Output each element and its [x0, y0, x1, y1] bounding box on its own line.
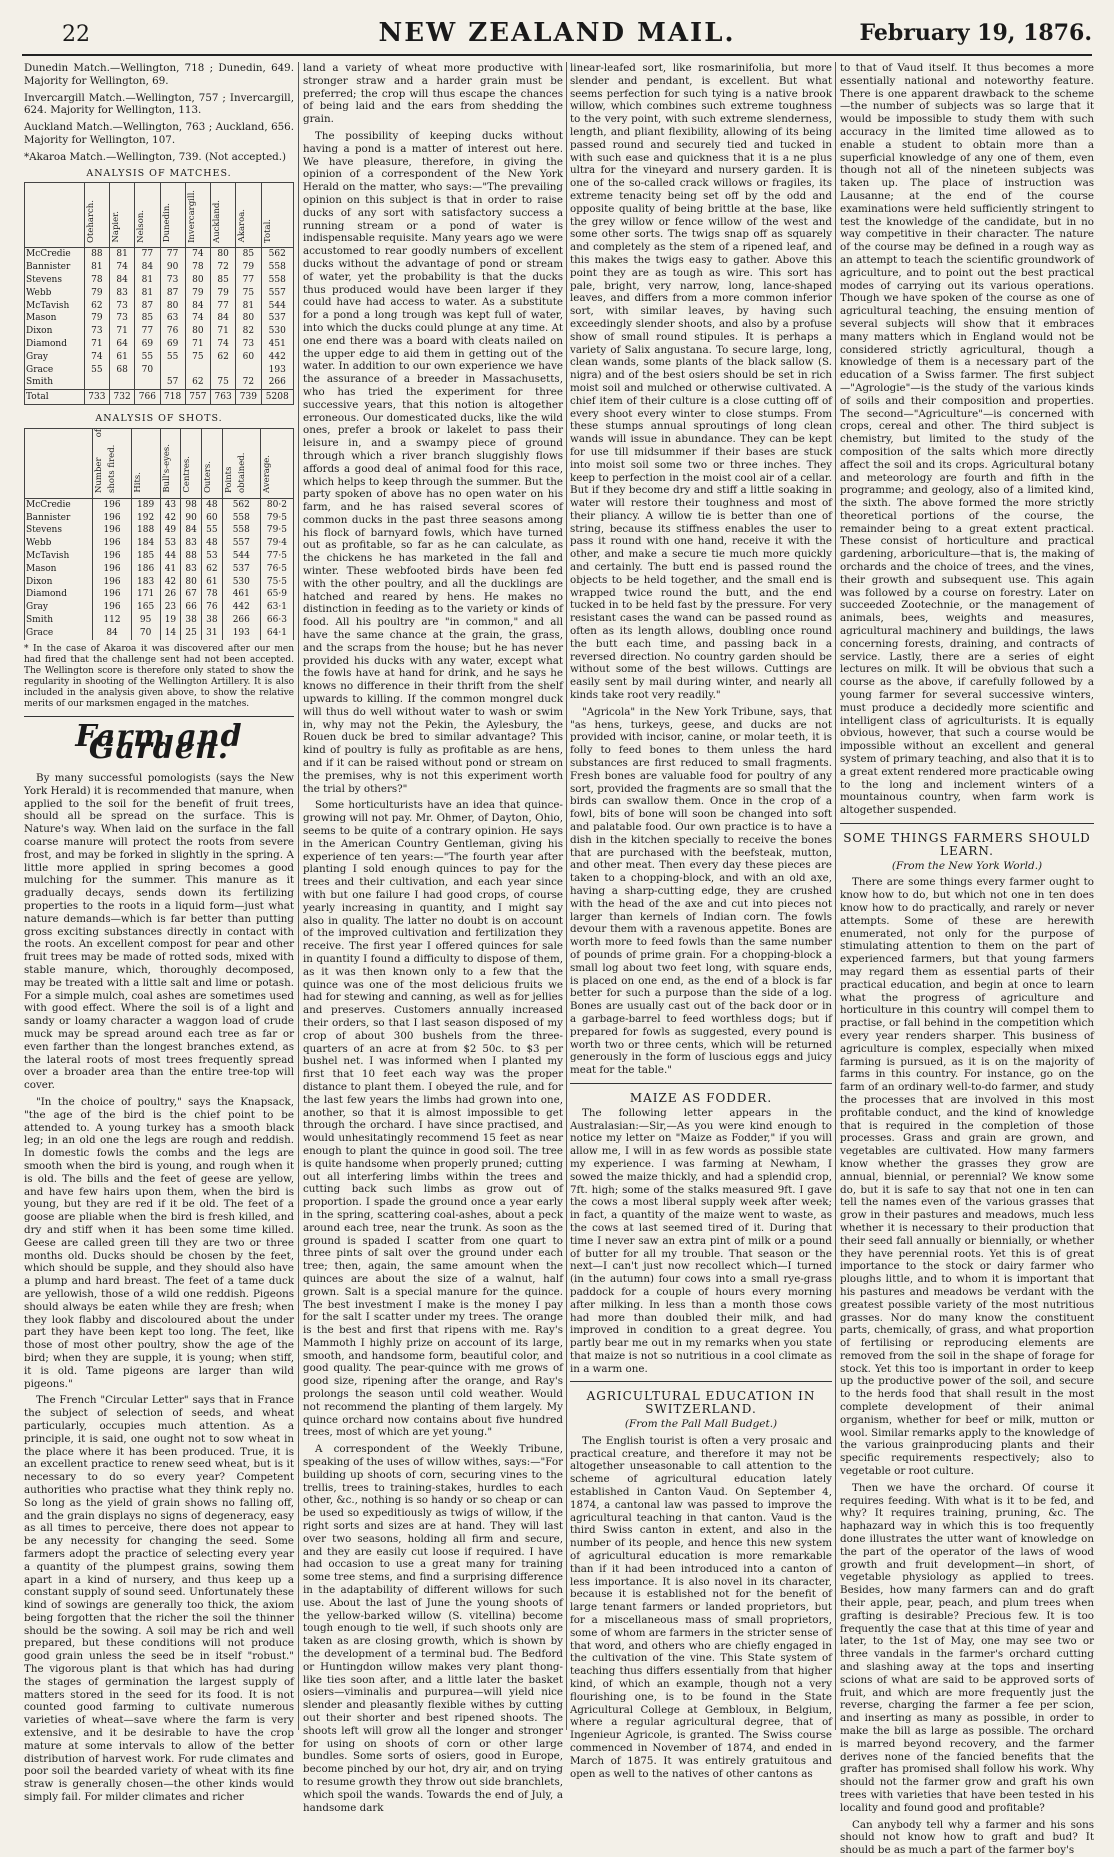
table-cell: 183: [131, 576, 160, 589]
table-cell: 53: [202, 550, 223, 563]
row-name: Gray: [25, 351, 85, 364]
table-row: [25, 512, 294, 525]
article-paragraph: land a variety of wheat more productive with stronger straw and a harder grain must be preferred; the crop will thus escape the chances of being laid and the ears from shedding the grain.: [303, 62, 563, 126]
column-header: Nelson.: [135, 183, 160, 248]
table-cell: 188: [131, 524, 160, 537]
table-cell: 451: [261, 338, 294, 351]
article-paragraph: "Agricola" in the New York Tribune, says, that "as hens, turkeys, geese, and ducks are not provided with incisor, canine, or molar teeth, it is folly to feed bones to them unless the hard substances are first reduced to small fragments. Fresh bones are valuable food for poultry of any sort, provided the fragments are so small that the birds can swallow them. Once in the crop of a fowl, bits of bone will soon be changed into soft and palatable food. Our own practice is to have a dish in the kitchen specially to receive the bones that are purchased with the beefsteak, mutton, and other meat. Then every day these pieces are taken to a chopping-block, and with an old axe, having a sharp-cutting edge, they are crushed with the head of the axe and cut into pieces not larger than kernels of Indian corn. The fowls devour them with a ravenous appetite. Bones are worth more to feed fowls than the same number of pounds of prime grain. For a chopping-block a small log about two feet long, with square ends, is placed on one end, as the end of a block is far better for such a purpose than the side of a log. Bones are usually cast out of the back door or in a garbage-barrel to feed worthless dogs; but if prepared for fowls as suggested, every pound is worth two or three cents, which will be returned generously in the form of luscious eggs and juicy meat for the table.": [570, 705, 832, 1077]
article-paragraph: Then we have the orchard. Of course it requires feeding. With what is it to be fed, and why? It requires training, pruning, &c. The haphazard way in which this is too frequently done illustrates the utter want of knowledge on the part of the operator of the laws of wood growth and fruit development—in short, of vegetable physiology as applied to trees. Besides, how many farmers can and do graft their apple, pear, peach, and plum trees when grafting is desirable? Precious few. It is too frequently the case that at this time of year and later, to the 1st of May, one may see two or three vandals in the farmer's orchard cutting and slashing away at the tops and inserting scions of what are said to be approved sorts of fruit, and which are more frequently just the reverse, charging the farmer a fee per scion, and inserting as many as possible, in order to make the bill as large as possible. The orchard is marred beyond recovery, and the farmer derives none of the fancied benefits that the grafter has promised shall follow his work. Why should not the farmer grow and graft his own trees with varieties that have been tested in his locality and found good and profitable?: [840, 1481, 1094, 1814]
table-cell: 461: [222, 588, 260, 601]
table-cell: 55: [84, 364, 109, 377]
row-name: Bannister: [25, 512, 93, 525]
match-result: *Akaroa Match.—Wellington, 739. (Not accepted.): [24, 150, 287, 163]
table-cell: 193: [261, 364, 294, 377]
table-cell: 84: [181, 524, 202, 537]
column-header: Total.: [261, 183, 294, 248]
shots-table: [24, 428, 294, 640]
table-cell: 530: [261, 325, 294, 338]
table-cell: 23: [160, 601, 181, 614]
column-header: Hits.: [131, 428, 160, 498]
row-name: Bannister: [25, 261, 85, 274]
row-name: Smith: [25, 376, 85, 389]
table-cell: 48: [202, 537, 223, 550]
row-name: McTavish: [25, 300, 85, 313]
table-row: [25, 614, 294, 627]
column-1: [24, 62, 294, 1804]
table-corner: [25, 428, 93, 498]
table-cell: 68: [110, 364, 135, 377]
table-cell: 184: [131, 537, 160, 550]
divider: [570, 1381, 832, 1382]
table-cell: 537: [261, 312, 294, 325]
table-cell: 74: [110, 261, 135, 274]
table-cell: 530: [222, 576, 260, 589]
article-paragraph: "In the choice of poultry," says the Knapsack, "the age of the bird is the chief point to be attended to. A young turkey has a smooth black leg; in an old one the legs are rough and reddish. In domestic fowls the combs and the legs are smooth when the bird is young, and rough when it is old. The bills and the feet of geese are yellow, and have few hairs upon them, when the bird is young, but they are red if it be old. The feet of a goose are pliable when the bird is fresh killed, and dry and stiff when it has been some time killed. Geese are called green till they are two or three months old. Ducks should be chosen by the feet, which should be supple, and they should also have a plump and hard breast. The feet of a tame duck are yellowish, those of a wild one reddish. Pigeons should always be eaten while they are fresh; when they look flabby and discoloured about the under part they have been kept too long. The feet, like those of most other poultry, show the age of the bird; when they are supple, it is young; when stiff, it is old. Tame pigeons are larger than wild pigeons.": [24, 1096, 294, 1390]
table-cell: 64: [110, 338, 135, 351]
table-cell: 84: [135, 261, 160, 274]
column-header: Napier.: [110, 183, 135, 248]
row-name: Smith: [25, 614, 93, 627]
table-cell: 766: [135, 390, 160, 405]
article-paragraph: The possibility of keeping ducks without having a pond is a matter of interest out here. We have pleasure, therefore, in giving the opinion of a correspondent of the New York Herald on the matter, who says:—"The prevailing opinion on this subject is that in order to raise ducks of any sort with satisfactory success a running stream or a pond of water is indispensable requisite. Many years ago we were accustomed to rear goodly numbers of excellent ducks without the advantage of pond or stream of water, yet the probability is that the ducks thus produced would have been larger if they could have had access to water. As a substitute for a pond a long trough was kept full of water, into which the ducks could plunge at any time. At one end there was a board with cleats nailed on the upper edge to aid them in getting out of the water. In addition to our own experience we have the assurance of a breeder in Massachusetts, who has tried the experiment for three successive years, that this notion is altogether erroneous. Our domesticated ducks, like the wild ones, prefer a brook or lakelet to pass their leisure in, and a swampy piece of ground through which a river branch sluggishly flows affords a good deal of animal food for this race, which helps to keep through the summer. But the party spoken of above has no open water on his farm, and he has raised several scores of common ducks in the past three seasons among his flock of barnyard fowls, which have turned out as profitable, so far as he can calculate, as the chickens he has marketed in the fall and winter. These webfooted birds have been fed with the other poultry, and all the ducklings are hatched and reared by hens. He makes no distinction in feeding as to the variety or kinds of food. All his poultry are "in common," and all have the same chance at the grain, the grass, and the scraps from the house; but he has never provided his ducks with any water, except what the fowls have at hand for drink, and he says he knows no difference in their thrift from the shelf upwards to killing. If the common mongrel duck will thus do well without water to wash or swim in, why may not the Pekin, the Aylesbury, the Rouen duck be bred to similar advantage? This kind of poultry is fully as profitable as are hens, and if it can be raised without pond or stream on the premises, why is not this experiment worth the trial by others?": [303, 129, 563, 795]
column-header: Bull's-eyes.: [160, 428, 181, 498]
row-name: Grace: [25, 627, 93, 640]
table-cell: 98: [181, 498, 202, 511]
table-cell: 60: [236, 351, 261, 364]
table-cell: 544: [222, 550, 260, 563]
match-result: Dunedin Match.—Wellington, 718 ; Dunedin, 649. Majority for Wellington, 69.: [24, 62, 294, 87]
table-cell: 70: [135, 364, 160, 377]
table-cell: 57: [160, 376, 185, 389]
column-header: Invercargill.: [185, 183, 210, 248]
table-row: [25, 248, 294, 261]
table-cell: 112: [93, 614, 131, 627]
table-cell: 55: [160, 351, 185, 364]
table-cell: 73: [84, 325, 109, 338]
row-name: Mason: [25, 312, 85, 325]
table-cell: 75·5: [260, 576, 293, 589]
section-heading-farm-and-garden: Farm and Garden.: [75, 718, 243, 767]
table-cell: 80: [185, 325, 210, 338]
page-number: 22: [62, 22, 90, 47]
table-cell: 442: [222, 601, 260, 614]
table-row: [25, 364, 294, 377]
column-header: Auckland.: [211, 183, 236, 248]
table-cell: 193: [222, 627, 260, 640]
row-name: Diamond: [25, 588, 93, 601]
table-cell: 544: [261, 300, 294, 313]
table-cell: 88: [181, 550, 202, 563]
paper-title: NEW ZEALAND MAIL.: [378, 18, 736, 48]
table-cell: 49: [160, 524, 181, 537]
column-header: Centres.: [181, 428, 202, 498]
table-cell: 81: [135, 287, 160, 300]
table-cell: 83: [181, 563, 202, 576]
table-cell: 557: [222, 537, 260, 550]
row-name: Stevens: [25, 524, 93, 537]
table-cell: 74: [211, 338, 236, 351]
table-cell: 67: [181, 588, 202, 601]
table-cell: 48: [202, 498, 223, 511]
table-cell: 88: [84, 248, 109, 261]
table-cell: 79: [236, 261, 261, 274]
table-cell: 196: [93, 550, 131, 563]
table-cell: 185: [131, 550, 160, 563]
table-cell: 85: [135, 312, 160, 325]
table-cell: 62: [185, 376, 210, 389]
column-rule: [566, 62, 567, 1730]
table-cell: 77: [135, 248, 160, 261]
table-cell: 42: [160, 512, 181, 525]
table-cell: 75: [185, 351, 210, 364]
table-cell: 63: [160, 312, 185, 325]
table-cell: 43: [160, 498, 181, 511]
match-result: Invercargill Match.—Wellington, 757 ; Invercargill, 624. Majority for Wellington, 113.: [24, 91, 294, 117]
table-cell: 87: [135, 300, 160, 313]
article-paragraph: Can anybody tell why a farmer and his sons should not know how to graft and bud? It should be as much a part of the farmer boy's: [840, 1818, 1094, 1857]
table-cell: 69: [160, 338, 185, 351]
table-cell: 42: [160, 576, 181, 589]
table-cell: 757: [185, 390, 210, 405]
table-row: [25, 274, 294, 287]
table-cell: 55: [202, 524, 223, 537]
table-cell: 196: [93, 512, 131, 525]
table-cell: [84, 376, 109, 389]
table-cell: 73: [236, 338, 261, 351]
table-row: [25, 537, 294, 550]
table-cell: 83: [181, 537, 202, 550]
match-result: Auckland Match.—Wellington, 763 ; Auckland, 656. Majority for Wellington, 107.: [24, 121, 294, 146]
article-paragraph: A correspondent of the Weekly Tribune, speaking of the uses of willow withes, says:—"For building up shoots of corn, securing vines to the trellis, trees to training-stakes, hurdles to each other, &c., nothing is so handy or so cheap or can be used so expeditiously as twigs of willow, if the right sorts and sizes are at hand. They will last over two seasons, holding all firm and secure, and they are easily cut loose if required. I have had occasion to use a great many for training some tree stems, and find a surprising difference in the adaptability of different willows for such use. About the last of June the young shoots of the yellow-barked willow (S. vitellina) become tough enough to tie well, if such shoots only are taken as are closing growth, which is shown by the development of a terminal bud. The Bedford or Huntingdon willow makes very plant thong-like ties soon after, and a little later the basket osiers—viminalis and purpurea—will yield nice slender and pleasantly flexible withes by cutting out their shorter and best ripened shoots. The shoots left will grow all the longer and stronger for using on shoots of corn or other large bundles. Some sorts of osiers, good in Europe, become pinched by our hot, dry air, and on trying to resume growth they throw out side branchlets, which spoil the wands. Towards the end of July, a handsome dark: [303, 1443, 563, 1814]
table-row: [25, 351, 294, 364]
table-cell: 71: [185, 338, 210, 351]
shots-table-caption: ANALYSIS OF SHOTS.: [95, 413, 223, 425]
table-cell: 72: [211, 261, 236, 274]
table-cell: 61: [110, 351, 135, 364]
column-3: [570, 62, 832, 1780]
article-source: (From the New York World.): [891, 859, 1043, 872]
table-cell: 558: [261, 274, 294, 287]
table-cell: 90: [181, 512, 202, 525]
table-cell: 62: [84, 300, 109, 313]
table-cell: 562: [222, 498, 260, 511]
row-name: Dixon: [25, 325, 85, 338]
row-name: Total: [25, 390, 85, 405]
table-cell: 26: [160, 588, 181, 601]
column-header: Number of shots fired.: [93, 428, 131, 498]
row-name: Webb: [25, 287, 85, 300]
table-cell: 558: [222, 524, 260, 537]
table-row: [25, 287, 294, 300]
column-rule: [835, 62, 836, 1730]
table-cell: 81: [84, 261, 109, 274]
table-cell: 87: [160, 287, 185, 300]
table-row: [25, 576, 294, 589]
table-cell: 63·1: [260, 601, 293, 614]
table-cell: 72: [236, 376, 261, 389]
table-cell: 81: [236, 300, 261, 313]
article-paragraph: to that of Vaud itself. It thus becomes a more essentially national and noteworthy feature. There is one apparent drawback to the scheme—the number of subjects was so large that it would be impossible to study them with such accuracy in the limited time allowed as to enable a student to obtain more than a superficial knowledge of any one of them, even though not all of the nineteen subjects was taken up. The place of instruction was Lausanne; at the end of the course examinations were held sufficiently stringent to test the knowledge of the candidate, but in no way competitive in their character. The nature of the course may be defined in a rough way as an attempt to teach the scientific groundwork of agriculture, and to point out the best practical modes of carrying out its various operations. Though we have spoken of the course as one of agricultural teaching, the ensuing mention of several subjects will show that it embraces many matters which in England would not be considered strictly agricultural, though a knowledge of them is a necessary part of the education of a Swiss farmer. The first subject—"Agrologie"—is the study of the various kinds of soils and their composition and properties. The second—"Agriculture"—is concerned with crops, cereal and other. The third subject is chemistry, but limited to the study of the composition of the salts which more directly affect the soil and its crops. Agricultural botany and meteorology are fourth and fifth in the programme; and geology, also of a limited kind, the sixth. The above formed the more strictly theoretical portions of the course, the remainder being to a great extent practical. These consist of horticulture and practical gardening, arboriculture—that is, the making of orchards and the choice of trees, and the vines, their growth and subsequent use. This again was followed by a course on forestry. Later on succeeded Zootechnie, or the management of animals, bees, weights and measures, agricultural machinery and buildings, the laws concerning forests, draining, and contracts of service. Lastly, there are a series of eight lectures on milk. It will be obvious that such a course as the above, if carefully followed by a young farmer for several successive winters, must produce a decidedly more scientific and intelligent class of agriculturists. It is equally obvious, however, that such a course would be impossible without an excellent and general system of primary teaching, and also that it is to a great extent rendered more practicable owing to the long and inclement winters of a mountainous country, when farm work is altogether suspended.: [840, 62, 1094, 817]
row-name: McCredie: [25, 248, 85, 261]
table-cell: 80: [160, 300, 185, 313]
table-cell: 73: [110, 300, 135, 313]
row-name: Grace: [25, 364, 85, 377]
table-row: [25, 312, 294, 325]
table-row: [25, 498, 294, 511]
table-cell: 66: [181, 601, 202, 614]
table-cell: 196: [93, 563, 131, 576]
table-cell: 562: [261, 248, 294, 261]
row-name: Webb: [25, 537, 93, 550]
article-title-maize: MAIZE AS FODDER.: [629, 1090, 773, 1105]
table-row: [25, 338, 294, 351]
table-cell: 85: [236, 248, 261, 261]
column-header: Akaroa.: [236, 183, 261, 248]
article-paragraph: linear-leafed sort, like rosmarinifolia, but more slender and pendant, is excellent. But what seems perfection for such tying is a native brook willow, which combines such extreme toughness to the very point, with such extreme slenderness, length, and pliant flexibility, allowing of its being passed round and securely tied and tucked in with such ease and quickness that it is a ne plus ultra for the vineyard and nursery garden. It is one of the so-called crack willows or fragiles, its extreme tenacity being set off by the odd and opposite quality of being brittle at the base, like the grey willow or fence willow of the west and some other sorts. The twigs snap off as squarely and completely as the stem of a ripened leaf, and this makes the twigs easy to gather. Above this point they are as tough as wire. This sort has pale, bright, very narrow, long, lance-shaped leaves, and differs from a more common inferior sort, with similar leaves, by having such exceedingly slender shoots, and also by a profuse show of small round stipules. It is perhaps a variety of Salix angustana. To secure large, long, clean wands, some plants of the black sallow (S. nigra) and of the best osiers should be set in rich moist soil and mulched or otherwise cultivated. A chief item of their culture is a close cutting off of every shoot every winter to close stumps. From these stumps annual sproutings of long clean wands will issue in abundance. They can be kept for use till midsummer if their bases are stuck into moist soil some two or three inches. They keep to perfection in the moist cool air of a cellar. But if they become dry and stiff a little soaking in water will restore their toughness and most of their pliancy. A willow tie is better than one of string, because its stiffness enables the user to pass it round with one hand, receive it with the other, and make a secure tie much more quickly and certainly. The butt end is passed round the objects to be held together, and the small end is wrapped twice round the butt, and the end tucked in to be held fast by the pressure. For very resistant cases the wand can be passed round as often as its length allows, doubling once round the butt each time, and passing back in a reversed direction. No country garden should be without some of the best willows. Cuttings are easily sent by mail during winter, and nearly all kinds take root very readily.": [570, 62, 832, 702]
table-cell: 73: [160, 274, 185, 287]
table-cell: 196: [93, 537, 131, 550]
table-cell: 77·5: [260, 550, 293, 563]
row-name: Mason: [25, 563, 93, 576]
table-row: [25, 376, 294, 389]
row-name: Dixon: [25, 576, 93, 589]
table-cell: 73: [110, 312, 135, 325]
column-4: [840, 62, 1095, 1857]
table-cell: 95: [131, 614, 160, 627]
table-cell: 78: [202, 588, 223, 601]
table-cell: 38: [181, 614, 202, 627]
table-cell: 75: [211, 376, 236, 389]
table-cell: 557: [261, 287, 294, 300]
divider: [570, 1083, 832, 1084]
table-cell: 79: [84, 312, 109, 325]
table-cell: 78: [84, 274, 109, 287]
row-name: McCredie: [25, 498, 93, 511]
table-cell: 70: [131, 627, 160, 640]
table-cell: [110, 376, 135, 389]
row-name: McTavish: [25, 550, 93, 563]
table-cell: 78: [185, 261, 210, 274]
table-cell: 186: [131, 563, 160, 576]
table-cell: 77: [236, 274, 261, 287]
table-cell: 196: [93, 576, 131, 589]
matches-table-caption: ANALYSIS OF MATCHES.: [86, 167, 232, 179]
table-cell: 196: [93, 524, 131, 537]
column-2: [303, 62, 563, 1814]
table-cell: 763: [211, 390, 236, 405]
table-cell: 196: [93, 498, 131, 511]
article-paragraph: By many successful pomologists (says the New York Herald) it is recommended that manure, when applied to the soil for the benefit of fruit trees, should all be spread on the surface. This is Nature's way. When laid on the surface in the fall coarse manure will protect the roots from severe frost, and may be forked in slightly in the spring. A little more applied in spring becomes a good mulching for the summer. This manure as it gradually decays, sends down its fertilizing properties to the roots in a liquid form—just what nature demands—which is far better than putting gross exciting substances directly in contact with the roots. An excellent compost for pear and other fruit trees may be made of rotted sods, mixed with stable manure, which, thoroughly decomposed, may be treated with a little salt and lime or potash. For a simple mulch, coal ashes are sometimes used with good effect. Where the soil is of a light and sandy or loamy character a waggon load of crude muck may be spread around each tree as far or even farther than the longest branches extend, as the lateral roots of most trees frequently spread over a broader area than the entire tree-top will cover.: [24, 772, 294, 1092]
table-cell: 71: [211, 325, 236, 338]
table-row: [25, 300, 294, 313]
table-cell: 66·3: [260, 614, 293, 627]
table-row: [25, 588, 294, 601]
table-cell: 71: [84, 338, 109, 351]
column-header: Oteharch.: [84, 183, 109, 248]
table-cell: 189: [131, 498, 160, 511]
table-row: [25, 550, 294, 563]
table-cell: 537: [222, 563, 260, 576]
table-row: [25, 325, 294, 338]
article-title-things: SOME THINGS FARMERS SHOULD LEARN.: [843, 831, 1091, 858]
table-cell: 74: [185, 312, 210, 325]
table-row: [25, 627, 294, 640]
table-cell: 84: [185, 300, 210, 313]
article-source: (From the Pall Mall Budget.): [624, 1418, 778, 1431]
matches-table: [24, 182, 294, 405]
table-cell: 84: [93, 627, 131, 640]
table-cell: 80: [185, 274, 210, 287]
table-cell: 79: [84, 287, 109, 300]
table-cell: 64·1: [260, 627, 293, 640]
table-cell: 53: [160, 537, 181, 550]
masthead: [22, 14, 1092, 56]
table-cell: 76: [160, 325, 185, 338]
table-cell: 81: [135, 274, 160, 287]
table-cell: 25: [181, 627, 202, 640]
table-cell: 266: [261, 376, 294, 389]
table-cell: 79·4: [260, 537, 293, 550]
table-cell: 81: [110, 248, 135, 261]
divider: [24, 716, 294, 717]
column-header: Points obtained.: [222, 428, 260, 498]
table-cell: 79: [185, 287, 210, 300]
table-cell: 5208: [261, 390, 294, 405]
table-cell: 19: [160, 614, 181, 627]
table-cell: [236, 364, 261, 377]
row-name: Gray: [25, 601, 93, 614]
column-header: Outers.: [202, 428, 223, 498]
article-paragraph: Some horticulturists have an idea that quince-growing will not pay. Mr. Ohmer, of Dayton, Ohio, seems to be quite of a contrary opinion. He says in the American Country Gentleman, giving his experience of ten years:—"The fourth year after planting I sold enough quinces to pay for the trees and their cultivation, and each year since with but one failure I had good crops, of course yearly increasing in quantity, and I might say also in quality. The latter no doubt is on account of the improved cultivation and fertilization they receive. The first year I offered quinces for sale in quantity I found a difficulty to dispose of them, as it was then known only to a few that the quince was one of the most delicious fruits we had for stewing and canning, as well as for jellies and preserves. Customers annually increased their orders, so that I last season disposed of my crop of about 300 bushels from the three-quarters of an acre at from $2 50c. to $3 per bushel net. I was informed when I planted my first that 10 feet each way was the proper distance to plant them. I obeyed the rule, and for the last few years the limbs had grown into one, another, so that it is almost impossible to get through the orchard. I have since practised, and would unhesitatingly recommend 15 feet as near enough to plant the quince in good soil. The tree is quite handsome when properly pruned; cutting out all interfering limbs within the trees and cutting back such limbs as grow out of proportion. I spade the ground once a year early in the spring, scattering coal-ashes, about a peck around each tree, near the trunk. As soon as the ground is spaded I scatter from one quart to three pints of salt over the ground under each tree; then, again, the same amount when the quinces are about the size of a walnut, half grown. Salt is a special manure for the quince. The best investment I make is the money I pay for the salt I scatter under my trees. The orange is the best and first that ripens with me. Ray's Mammoth I highly prize on account of its large, smooth, and handsome form, beautiful color, and good quality. The pear-quince with me grows of good size, ripening after the orange, and Ray's prolongs the season until cold weather. Would not recommend the planting of them largely. My quince orchard now contains about five hundred trees, most of which are yet young.": [303, 799, 563, 1439]
table-cell: 77: [160, 248, 185, 261]
table-cell: 192: [131, 512, 160, 525]
table-cell: 44: [160, 550, 181, 563]
table-cell: [211, 364, 236, 377]
table-cell: 62: [211, 351, 236, 364]
table-row: [25, 524, 294, 537]
table-cell: 65·9: [260, 588, 293, 601]
row-name: Diamond: [25, 338, 85, 351]
column-rule: [298, 62, 299, 1730]
table-cell: 80: [236, 312, 261, 325]
table-cell: 90: [160, 261, 185, 274]
table-cell: 41: [160, 563, 181, 576]
table-cell: 732: [110, 390, 135, 405]
table-cell: 442: [261, 351, 294, 364]
table-cell: 165: [131, 601, 160, 614]
table-cell: 171: [131, 588, 160, 601]
divider: [840, 823, 1094, 824]
row-name: Stevens: [25, 274, 85, 287]
article-paragraph: The following letter appears in the Australasian:—Sir,—As you were kind enough to notice my letter on "Maize as Fodder," if you will allow me, I will in as few words as possible state my experience. I was farming at Newham, I sowed the maize thickly, and had a splendid crop, 7ft. high; some of the stalks measured 9ft. I gave the cows a most liberal supply week after week; in fact, a quantity of the maize went to waste, as the cows at last seemed tired of it. During that time I never saw an extra pint of milk or a pound of butter for all my trouble. That season or the next—I can't just now recollect which—I turned (in the autumn) four cows into a small rye-grass paddock for a couple of hours every morning after milking. In less than a month those cows had more than doubled their milk, and had improved in condition to a great degree. You partly bear me out in my remarks when you state that maize is not so nutritious in a cool climate as in a warm one.: [570, 1106, 832, 1375]
table-cell: 84: [110, 274, 135, 287]
table-cell: 196: [93, 601, 131, 614]
table-cell: 739: [236, 390, 261, 405]
table-cell: 266: [222, 614, 260, 627]
table-cell: 74: [185, 248, 210, 261]
table-cell: 62: [202, 563, 223, 576]
column-header: Average.: [260, 428, 293, 498]
article-paragraph: There are some things every farmer ought to know how to do, but which not one in ten does know how to do practically, and rarely or never attempts. Some of these are herewith enumerated, not only for the purpose of stimulating attention to them on the part of experienced farmers, but that young farmers may regard them as essential parts of their practical education, and begin at once to learn what the progress of agriculture and horticulture in this country will compel them to practise, or fall behind in the competition which every year renders sharper. This business of agriculture is complex, especially when mixed farming is pursued, as it is on the majority of farms in this country. For instance, go on the farm of an ordinary well-to-do farmer, and study the processes that are involved in this most profitable conduct, and the kind of knowledge that is required in the completion of those processes. Grass and grain are grown, and vegetables are cultivated. How many farmers know whether the grasses they grow are annual, biennial, or perennial? We know some do, but it is safe to say that not one in ten can tell the names even of the various grasses that grow in their pastures and meadows, much less whether it is necessary to their production that their seed fall annually or biennially, or whether they have perennial roots. Yet this is of great importance to the stock or dairy farmer who ploughs little, and to whom it is important that his pastures and meadows be verdant with the greatest possible variety of the most nutritious grasses. Nor do many know the constituent parts, chemically, of grass, and what proportion of fertilising or reproducing elements are removed from the soil in the shape of forage for stock. Yet this too is important in order to keep up the productive power of the soil, and secure to the herds food that shall result in the most complete development of their animal organism, whether for beef or milk, mutton or wool. Similar remarks apply to the knowledge of the various grainproducing plants and their specific requirements respectively; also to vegetable or root culture.: [840, 876, 1095, 1478]
footnote: * In the case of Akaroa it was discovered after our men had fired that the challenge sent had not been accepted. The Wellington score is therefore only stated to show the regularity in shooting of the Wellington Artillery. It is also included in the analysis given above, to show the relative merits of our marksmen engaged in the matches.: [24, 643, 294, 709]
table-cell: 76·5: [260, 563, 293, 576]
table-cell: 38: [202, 614, 223, 627]
article-title-swiss: AGRICULTURAL EDUCATION IN SWITZERLAND.: [586, 1389, 816, 1417]
table-cell: 558: [222, 512, 260, 525]
table-cell: 55: [135, 351, 160, 364]
table-cell: 718: [160, 390, 185, 405]
table-row: [25, 601, 294, 614]
table-cell: 80: [181, 576, 202, 589]
table-cell: [185, 364, 210, 377]
issue-date: February 19, 1876.: [859, 20, 1092, 46]
table-cell: [160, 364, 185, 377]
table-cell: 733: [84, 390, 109, 405]
table-cell: 60: [202, 512, 223, 525]
table-cell: 74: [84, 351, 109, 364]
table-cell: 558: [261, 261, 294, 274]
table-row: [25, 390, 294, 405]
table-row: [25, 261, 294, 274]
table-cell: 69: [135, 338, 160, 351]
table-cell: 79·5: [260, 524, 293, 537]
article-paragraph: The French "Circular Letter" says that in France the subject of selection of seeds, and wheat particularly, occupies much attention. As a principle, it is said, one ought not to sow wheat in the place where it has been produced. True, it is an excellent practice to renew seed wheat, but is it necessary to do so every year? Competent authorities who practise what they think reply no. So long as the yield of grain shows no falling off, and the grain displays no signs of degeneracy, easy as all times to perceive, there does not appear to be any necessity for changing the seed. Some farmers adopt the practice of selecting every year a quantity of the plumpest grains, sowing them apart in a kind of nursery, and thus keep up a constant supply of sound seed. Unfortunately these kind of sowings are generally too thick, the axiom being forgotten that the richer the soil the thinner should be the sowing. A soil may be rich and well prepared, but these conditions will not produce good grain unless the seed be in itself "robust." The vigorous plant is that which has had during the stages of germination the largest supply of matters stored in the seed for its food. It is not counted good farming to cultivate numerous varieties of wheat—save where the farm is very extensive, and it be desirable to have the crop mature at some intervals to allow of the better distribution of harvest work. For rude climates and poor soil the bearded variety of wheat with its fine straw is generally chosen—the other kinds would simply fail. For milder climates and richer: [24, 1394, 294, 1804]
table-cell: 76: [202, 601, 223, 614]
table-corner: [25, 183, 85, 248]
table-cell: 71: [110, 325, 135, 338]
table-cell: 80·2: [260, 498, 293, 511]
column-header: Dunedin.: [160, 183, 185, 248]
table-cell: 77: [135, 325, 160, 338]
table-cell: 80: [211, 248, 236, 261]
table-cell: [135, 376, 160, 389]
table-cell: 61: [202, 576, 223, 589]
table-cell: 79: [211, 287, 236, 300]
table-cell: 196: [93, 588, 131, 601]
table-row: [25, 563, 294, 576]
table-cell: 75: [236, 287, 261, 300]
article-paragraph: The English tourist is often a very prosaic and practical creature, and therefore it may not be altogether unseasonable to call attention to the scheme of agricultural education lately established in Canton Vaud. On September 4, 1874, a cantonal law was passed to improve the agricultural teaching in that canton. Vaud is the third Swiss canton in extent, and also in the number of its people, and hence this new system of agricultural education is more remarkable than if it had been introduced into a canton of less importance. It is also novel in its character, because it is established not for the benefit of large tenant farmers or landed proprietors, but for a miscellaneous mass of small proprietors, some of whom are farmers in the stricter sense of that word, and others who are chiefly engaged in the cultivation of the vine. This State system of teaching thus differs essentially from that higher kind, of which an example, though not a very flourishing one, is to be found in the State Agricultural College at Gembloux, in Belgium, where a regular agricultural degree, that of Ingenieur Agricole, is granted. The Swiss course commenced in November of 1874, and ended in March of 1875. It was entirely gratuitous and open as well to the natives of other cantons as: [570, 1434, 832, 1780]
table-cell: 82: [236, 325, 261, 338]
table-cell: 79·5: [260, 512, 293, 525]
table-cell: 14: [160, 627, 181, 640]
table-cell: 83: [110, 287, 135, 300]
table-cell: 85: [211, 274, 236, 287]
table-cell: 77: [211, 300, 236, 313]
table-cell: 84: [211, 312, 236, 325]
table-cell: 31: [202, 627, 223, 640]
